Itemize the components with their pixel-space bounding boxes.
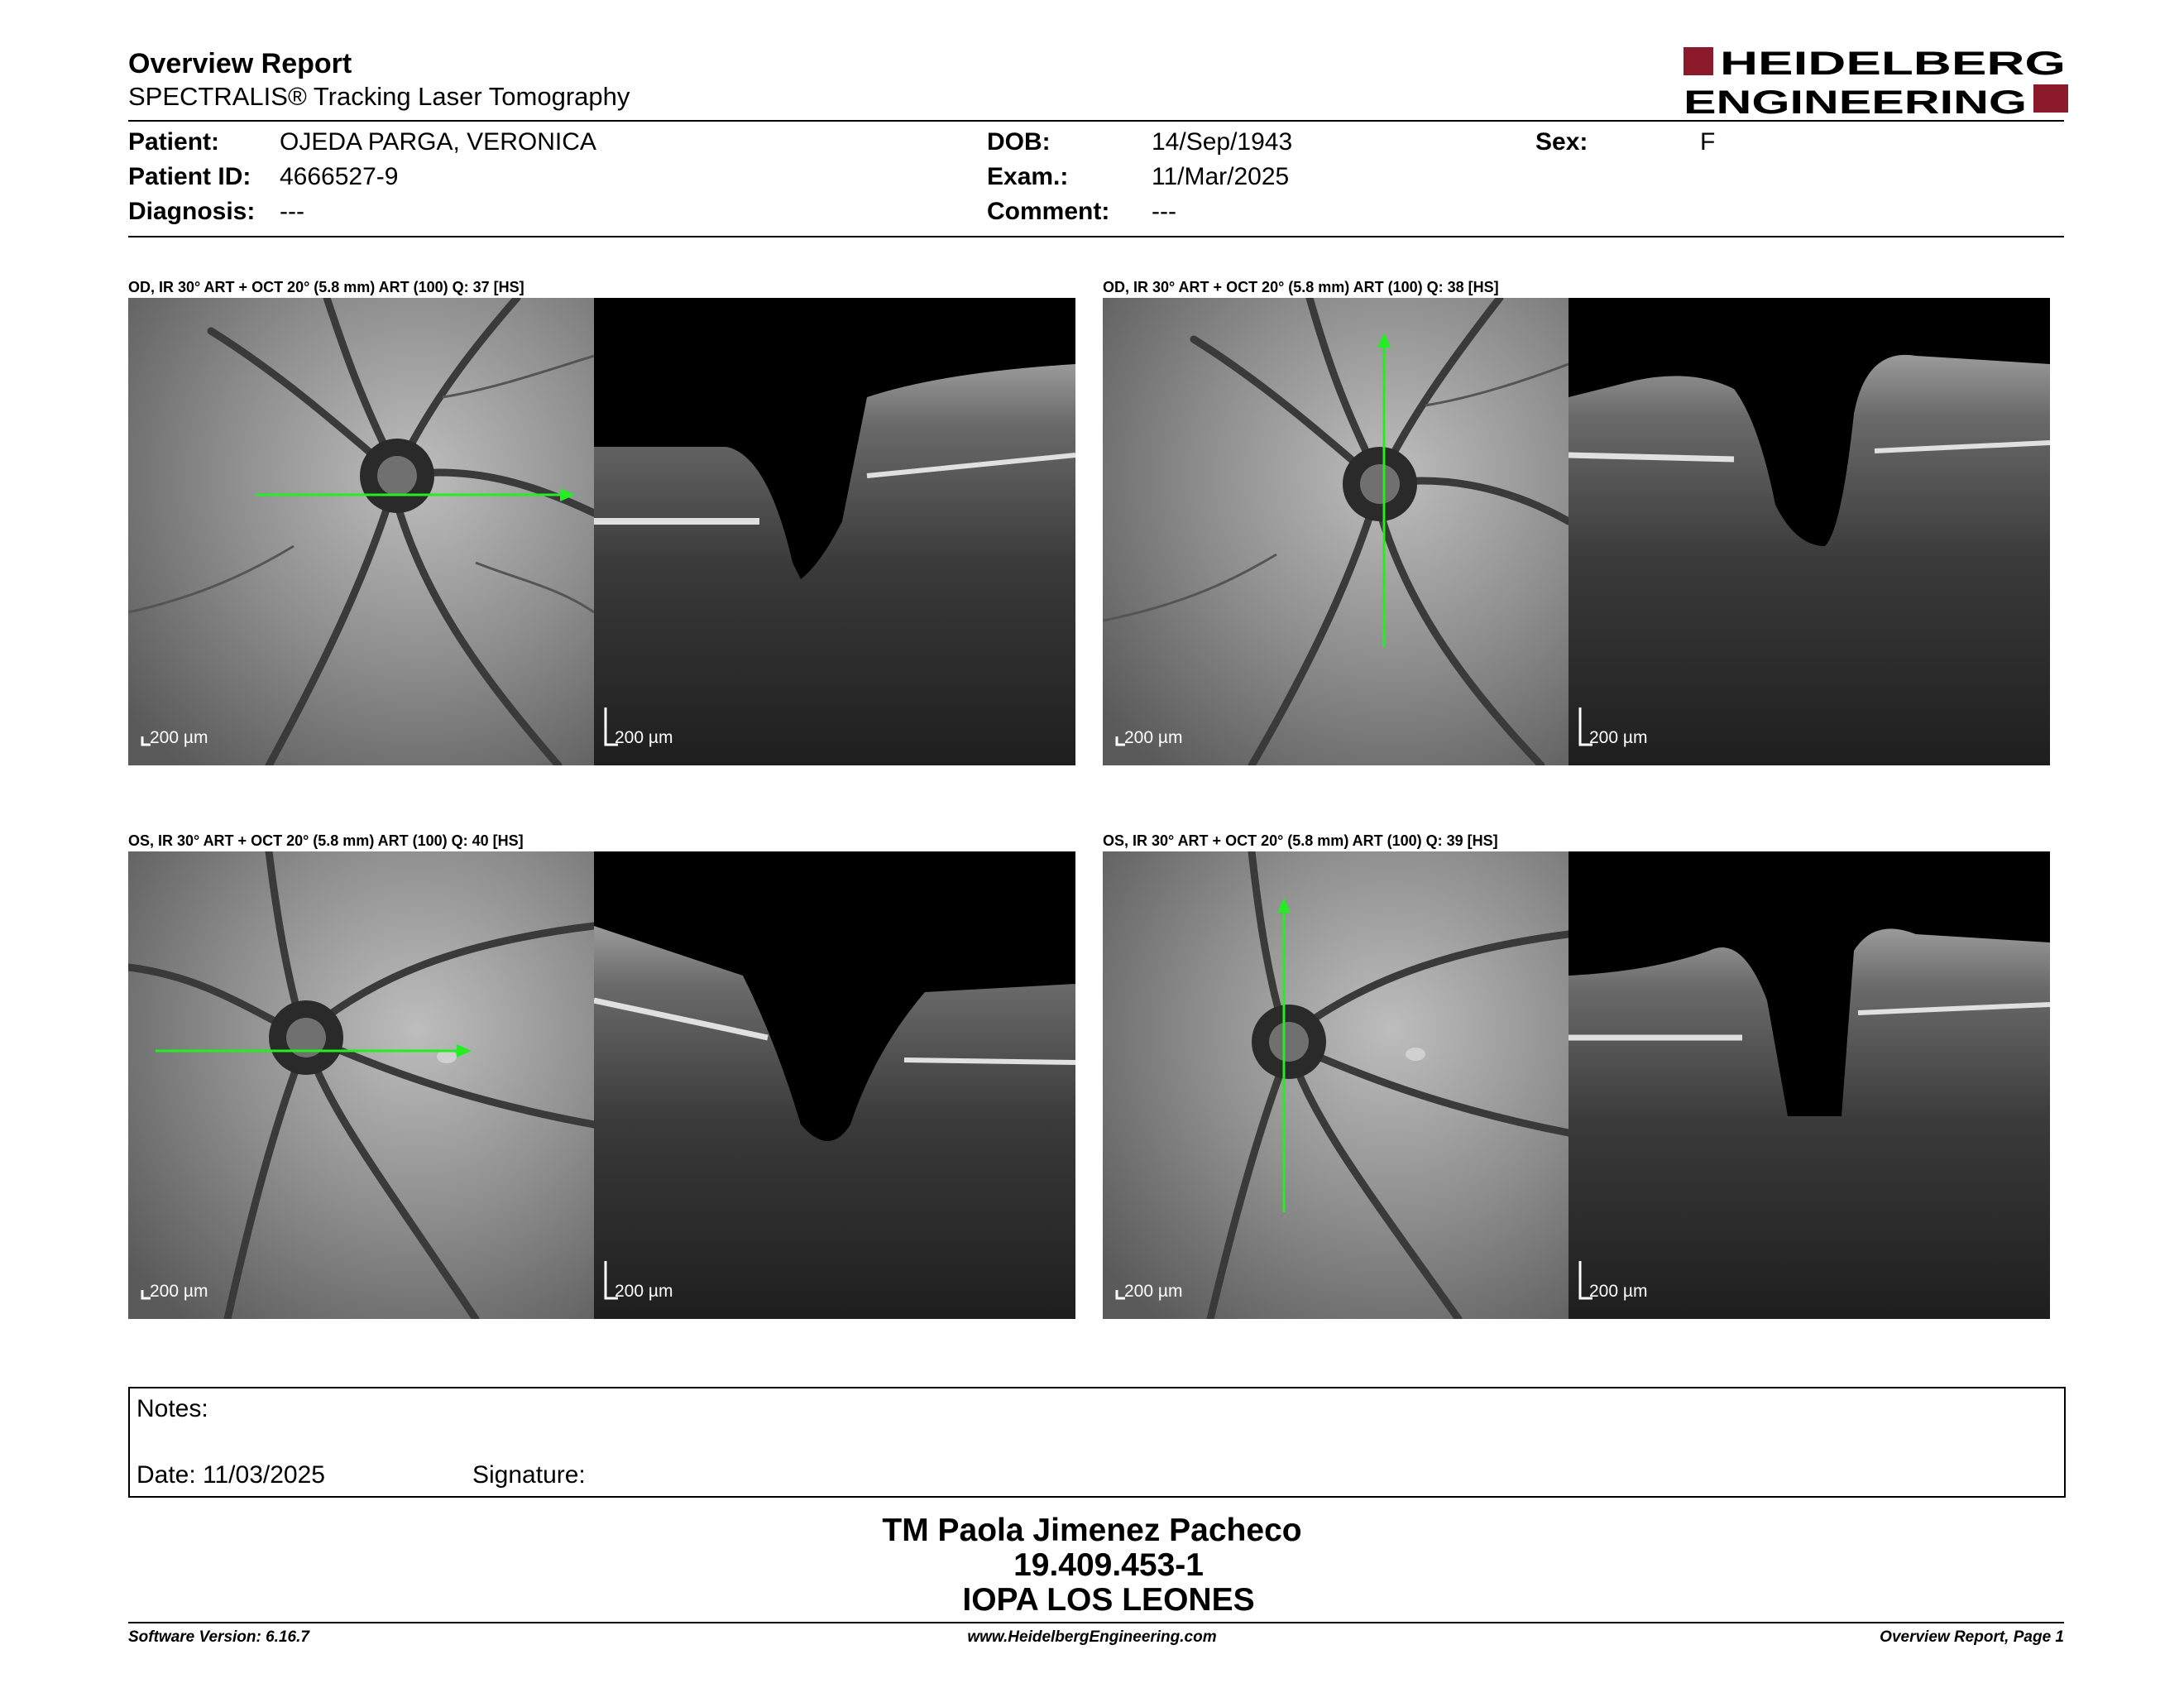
dob-value: 14/Sep/1943 (1152, 128, 1293, 156)
fundus-scale-label: 200 µm (150, 1282, 208, 1301)
fundus-image (1103, 851, 1569, 1319)
date-label: Date: 11/03/2025 (136, 1461, 325, 1489)
oct-panel-od-2 (1103, 298, 2050, 765)
scan-line-arrow (256, 487, 575, 503)
bscan-scale-label: 200 µm (615, 1282, 673, 1301)
oct-panel-os-1 (128, 851, 1075, 1319)
patient-label: Patient: (128, 128, 220, 156)
website-link[interactable]: www.HeidelbergEngineering.com (967, 1628, 1217, 1646)
svg-text:HEIDELBERG: HEIDELBERG (1720, 46, 2066, 82)
dob-label: DOB: (987, 128, 1051, 156)
patient-id: 4666527-9 (280, 163, 399, 190)
scan-line-arrow (1276, 898, 1292, 1212)
panel-3-title: OS, IR 30° ART + OCT 20° (5.8 mm) ART (100) Q: 40 [HS] (128, 832, 524, 849)
oct-bscan-image (594, 298, 1075, 765)
comment-value: --- (1152, 198, 1176, 225)
bscan-scale-label: 200 µm (615, 728, 673, 747)
diagnosis-value: --- (280, 198, 304, 225)
exam-value: 11/Mar/2025 (1152, 163, 1290, 190)
scan-line-arrow (1376, 333, 1392, 647)
stamp-institution: IOPA LOS LEONES (962, 1582, 1255, 1618)
sex-value: F (1700, 128, 1716, 156)
oct-bscan-image (594, 851, 1075, 1319)
sex-label: Sex: (1535, 128, 1588, 156)
stamp-name: TM Paola Jimenez Pacheco (882, 1513, 1302, 1548)
patient-divider (128, 236, 2064, 237)
header-divider (128, 120, 2064, 122)
stamp-id: 19.409.453-1 (1013, 1547, 1204, 1583)
fundus-image (128, 298, 594, 765)
report-subtitle: SPECTRALIS® Tracking Laser Tomography (128, 82, 630, 111)
report-title: Overview Report (128, 48, 352, 79)
oct-bscan-image (1569, 298, 2050, 765)
footer-divider (128, 1622, 2064, 1623)
fundus-image (1103, 298, 1569, 765)
scan-line-arrow (156, 1043, 472, 1059)
comment-label: Comment: (987, 198, 1110, 225)
oct-panel-od-1 (128, 298, 1075, 765)
fundus-scale-label: 200 µm (150, 728, 208, 747)
oct-bscan-image (1569, 851, 2050, 1319)
heidelberg-logo (1684, 46, 2068, 116)
oct-panel-os-2 (1103, 851, 2050, 1319)
diagnosis-label: Diagnosis: (128, 198, 256, 225)
signature-label: Signature: (472, 1461, 586, 1489)
patient-name: OJEDA PARGA, VERONICA (280, 128, 596, 156)
exam-label: Exam.: (987, 163, 1069, 190)
panel-1-title: OD, IR 30° ART + OCT 20° (5.8 mm) ART (100) Q: 37 [HS] (128, 279, 524, 295)
fundus-image (128, 851, 594, 1319)
bscan-scale-label: 200 µm (1589, 728, 1648, 747)
notes-box (128, 1387, 2066, 1498)
panel-2-title: OD, IR 30° ART + OCT 20° (5.8 mm) ART (100) Q: 38 [HS] (1103, 279, 1499, 295)
fundus-scale-label: 200 µm (1124, 728, 1183, 747)
fundus-scale-label: 200 µm (1124, 1282, 1183, 1301)
software-version: Software Version: 6.16.7 (128, 1628, 309, 1646)
panel-4-title: OS, IR 30° ART + OCT 20° (5.8 mm) ART (100) Q: 39 [HS] (1103, 832, 1498, 849)
bscan-scale-label: 200 µm (1589, 1282, 1648, 1301)
patient-id-label: Patient ID: (128, 163, 251, 190)
svg-text:ENGINEERING: ENGINEERING (1684, 84, 2027, 116)
page-number: Overview Report, Page 1 (1880, 1628, 2064, 1646)
notes-label: Notes: (136, 1395, 208, 1422)
